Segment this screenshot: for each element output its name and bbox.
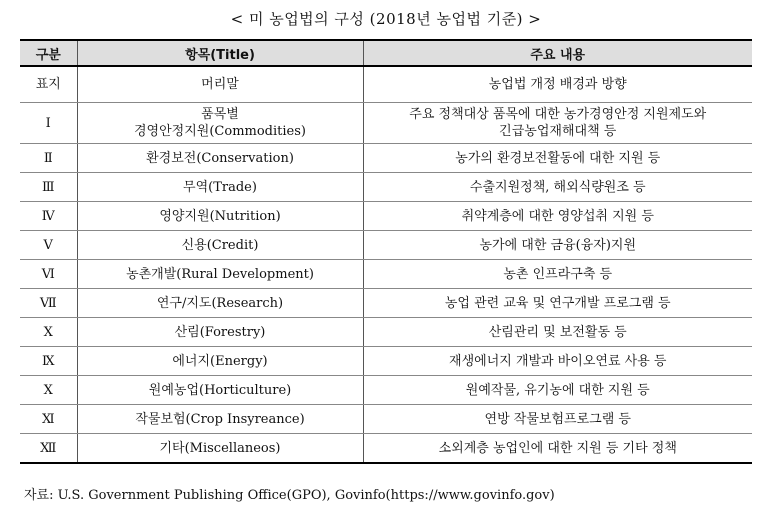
row-category: Ⅳ [20,202,77,231]
row-content: 취약계층에 대한 영양섭취 지원 등 [363,202,752,231]
row-content: 농가에 대한 금융(융자)지원 [363,231,752,260]
table-row [20,405,752,434]
row-category: Ⅹ [20,318,77,347]
row-category: Ⅶ [20,289,77,318]
row-content-line: 긴급농업재해대책 등 [499,124,617,139]
row-category: Ⅹ [20,376,77,405]
table-row [20,376,752,405]
row-category: Ⅲ [20,173,77,202]
table-row [20,318,752,347]
table-row [20,260,752,289]
farm-bill-structure-table [20,39,752,464]
row-item: 농촌개발(Rural Development) [77,260,363,289]
table-row [20,103,752,144]
row-category: Ⅱ [20,144,77,173]
table-row [20,66,752,103]
row-item [77,103,363,144]
row-category: Ⅵ [20,260,77,289]
row-content: 농업 관련 교육 및 연구개발 프로그램 등 [363,289,752,318]
header-content: 주요 내용 [363,40,752,66]
row-category: Ⅸ [20,347,77,376]
header-category: 구분 [20,40,77,66]
table-row [20,231,752,260]
row-item: 신용(Credit) [77,231,363,260]
table-header-row [20,40,752,66]
row-content: 수출지원정책, 해외식량원조 등 [363,173,752,202]
row-content: 소외계층 농업인에 대한 지원 등 기타 정책 [363,434,752,464]
row-content: 재생에너지 개발과 바이오연료 사용 등 [363,347,752,376]
row-content: 농업법 개정 배경과 방향 [363,66,752,103]
row-item-line: 경영안정지원(Commodities) [134,124,306,139]
row-item-line: 품목별 [201,107,239,122]
table-row [20,289,752,318]
header-item: 항목(Title) [77,40,363,66]
row-content: 농가의 환경보전활동에 대한 지원 등 [363,144,752,173]
row-item: 영양지원(Nutrition) [77,202,363,231]
table-row [20,173,752,202]
row-item: 산림(Forestry) [77,318,363,347]
row-item: 연구/지도(Research) [77,289,363,318]
row-content: 원예작물, 유기농에 대한 지원 등 [363,376,752,405]
row-category: Ⅴ [20,231,77,260]
row-item: 에너지(Energy) [77,347,363,376]
row-category: Ⅻ [20,434,77,464]
row-content: 연방 작물보험프로그램 등 [363,405,752,434]
row-item: 무역(Trade) [77,173,363,202]
table-row [20,347,752,376]
row-item: 머리말 [77,66,363,103]
row-category: Ⅺ [20,405,77,434]
row-category: 표지 [20,66,77,103]
row-item: 원예농업(Horticulture) [77,376,363,405]
row-content [363,103,752,144]
row-content-line: 주요 정책대상 품목에 대한 농가경영안정 지원제도와 [409,107,707,122]
row-content: 산림관리 및 보전활동 등 [363,318,752,347]
table-row [20,434,752,464]
table-row [20,202,752,231]
row-content: 농촌 인프라구축 등 [363,260,752,289]
row-category: Ⅰ [20,103,77,144]
source-note: 자료: U.S. Government Publishing Office(GPO), Govinfo(https://www.govinfo.gov) [24,488,555,503]
row-item: 작물보험(Crop Insyreance) [77,405,363,434]
table-row [20,144,752,173]
row-item: 환경보전(Conservation) [77,144,363,173]
page-title: < 미 농업법의 구성 (2018년 농업법 기준) > [230,10,542,28]
row-item: 기타(Miscellaneos) [77,434,363,464]
